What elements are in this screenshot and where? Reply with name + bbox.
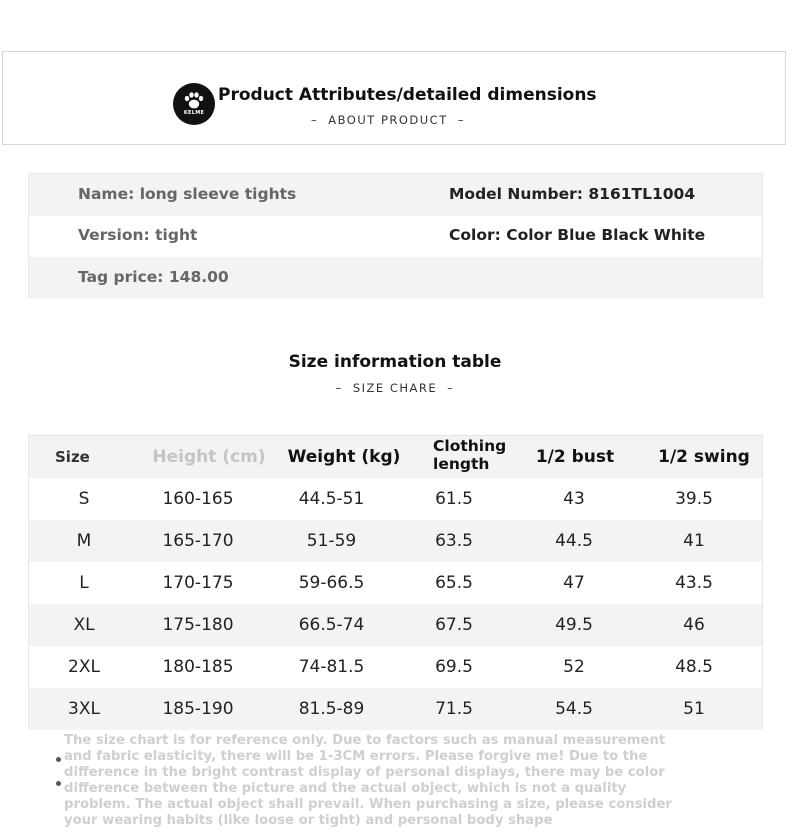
attributes-table (28, 173, 763, 298)
size-table-header (29, 436, 762, 478)
header-height: Height (cm) (152, 447, 266, 467)
cell-swing: 48.5 (675, 657, 713, 677)
cell-length: 61.5 (435, 489, 473, 509)
cell-bust: 43 (563, 489, 585, 509)
attribute-model-number: Model Number: 8161TL1004 (449, 185, 696, 203)
attribute-color: Color: Color Blue Black White (449, 226, 706, 244)
table-row (29, 562, 762, 604)
bullet-dot (56, 757, 61, 762)
attribute-row (29, 215, 762, 257)
header-half-swing: 1/2 swing (658, 447, 750, 467)
cell-weight: 51-59 (306, 531, 357, 551)
cell-size: XL (73, 615, 95, 635)
cell-weight: 66.5-74 (298, 615, 365, 635)
cell-length: 63.5 (435, 531, 473, 551)
size-table (28, 435, 763, 729)
cell-weight: 44.5-51 (298, 489, 365, 509)
dash-right: – (457, 113, 465, 127)
table-row (29, 478, 762, 520)
cell-swing: 39.5 (675, 489, 713, 509)
cell-size: L (79, 573, 89, 593)
attribute-row (29, 174, 762, 216)
cell-length: 65.5 (435, 573, 473, 593)
header-size: Size (55, 448, 90, 466)
dash-right: – (447, 381, 455, 395)
attribute-version: Version: tight (78, 226, 198, 244)
cell-swing: 41 (683, 531, 705, 551)
attribute-name: Name: long sleeve tights (78, 185, 297, 203)
cell-size: S (78, 489, 90, 509)
product-attributes-header (2, 51, 786, 145)
logo-text: KELME (183, 110, 205, 116)
cell-height: 160-165 (162, 489, 234, 509)
header-clothing-length: Clothing length (433, 437, 507, 473)
cell-height: 185-190 (162, 699, 234, 719)
size-disclaimer: The size chart is for reference only. Due to factors such as manual measurement and fabric elasticity, there will be 1-3CM errors. Please forgive me! Due to the difference in the bright contrast display of personal displays, there may be color difference between the picture and the actual object, which is not a quality problem. The actual object shall prevail. When purchasing a size, please consider your wearing habits (like loose or tight) and personal body shape (64, 733, 672, 828)
table-row (29, 520, 762, 562)
dash-left: – (335, 381, 343, 395)
subtitle-text: ABOUT PRODUCT (328, 113, 448, 127)
section-subtitle (3, 113, 773, 127)
cell-bust: 49.5 (555, 615, 593, 635)
size-table-title: Size information table (288, 352, 502, 372)
cell-length: 67.5 (435, 615, 473, 635)
cell-bust: 47 (563, 573, 585, 593)
cell-size: 3XL (68, 699, 100, 719)
table-row (29, 688, 762, 730)
header-weight: Weight (kg) (287, 447, 401, 467)
cell-size: M (76, 531, 92, 551)
cell-size: 2XL (68, 657, 100, 677)
size-table-subtitle (0, 381, 790, 395)
cell-bust: 52 (563, 657, 585, 677)
cell-swing: 51 (683, 699, 705, 719)
table-row (29, 604, 762, 646)
cell-length: 69.5 (435, 657, 473, 677)
cell-bust: 54.5 (555, 699, 593, 719)
cell-height: 180-185 (162, 657, 234, 677)
cell-length: 71.5 (435, 699, 473, 719)
cell-height: 175-180 (162, 615, 234, 635)
cell-swing: 43.5 (675, 573, 713, 593)
cell-swing: 46 (683, 615, 705, 635)
header-half-bust: 1/2 bust (535, 447, 615, 467)
cell-weight: 74-81.5 (298, 657, 365, 677)
cell-height: 170-175 (162, 573, 234, 593)
attribute-row (29, 257, 762, 299)
section-title: Product Attributes/detailed dimensions (218, 85, 597, 105)
cell-weight: 81.5-89 (298, 699, 365, 719)
subtitle-text: SIZE CHARE (352, 381, 438, 395)
cell-height: 165-170 (162, 531, 234, 551)
cell-weight: 59-66.5 (298, 573, 365, 593)
table-row (29, 646, 762, 688)
dash-left: – (310, 113, 319, 127)
bullet-dot (56, 781, 61, 786)
attribute-tag-price: Tag price: 148.00 (78, 268, 229, 286)
cell-bust: 44.5 (555, 531, 593, 551)
